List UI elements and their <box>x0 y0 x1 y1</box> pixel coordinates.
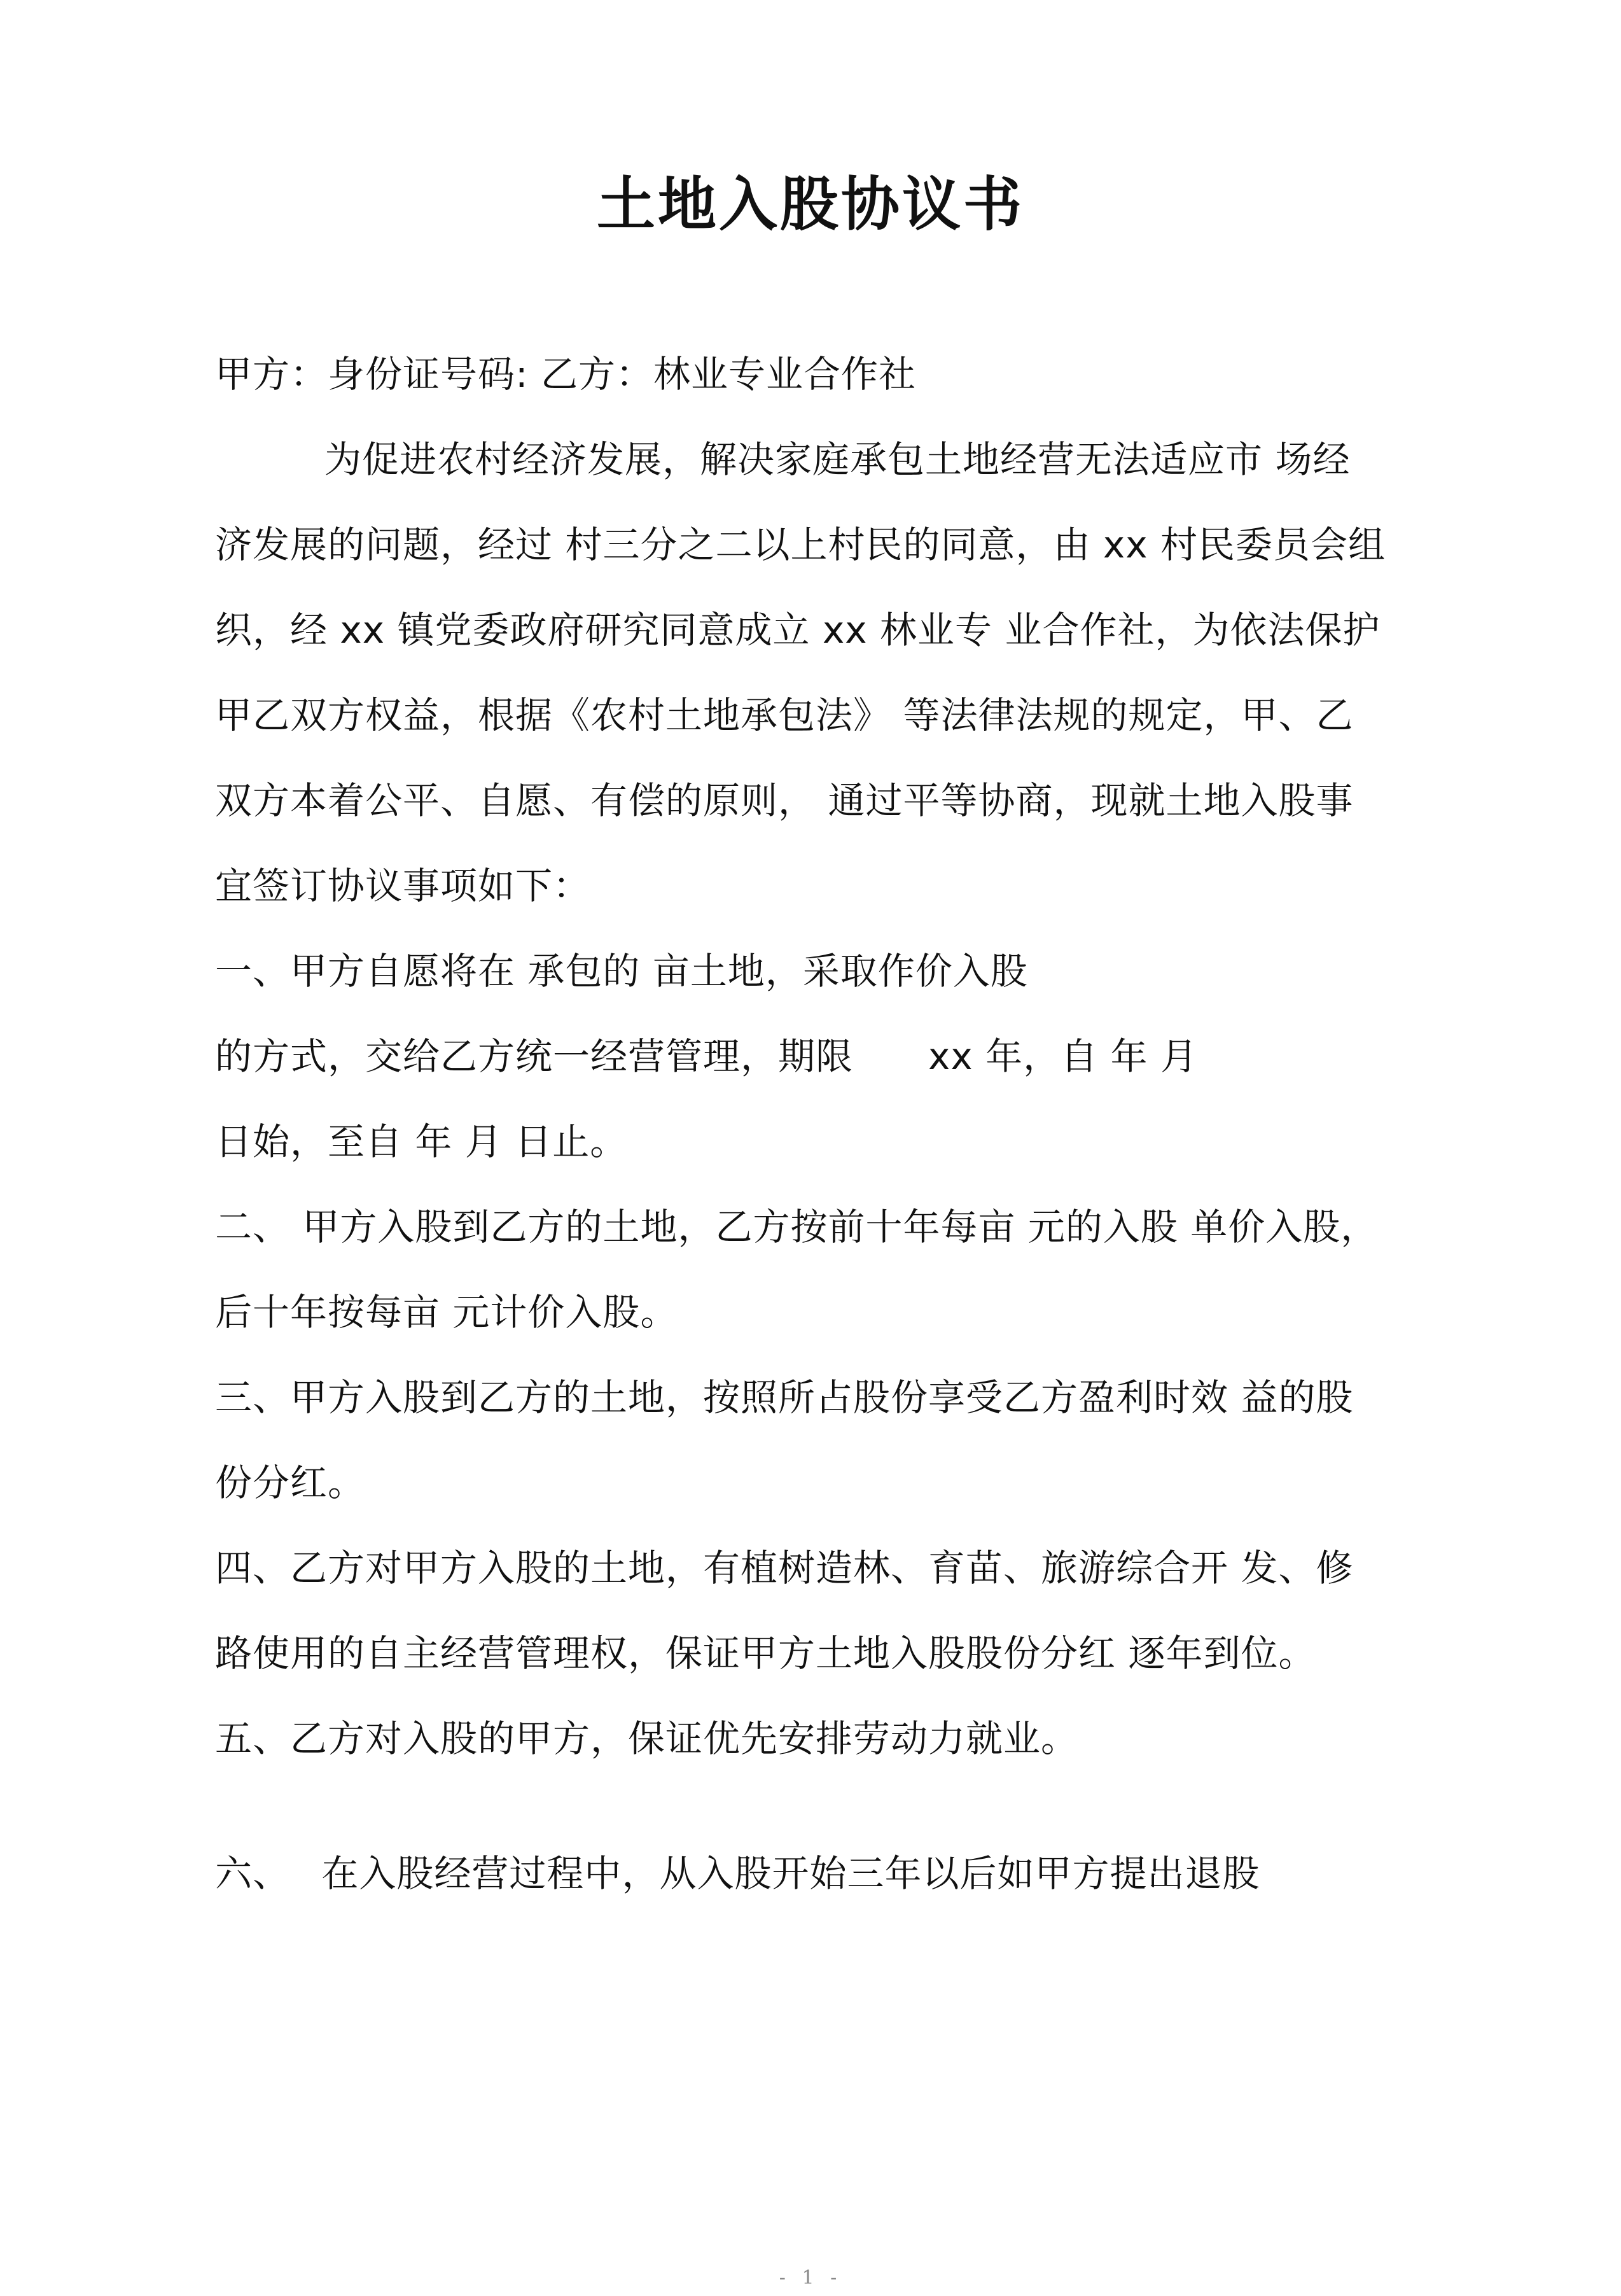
clause-line: 四、乙方对甲方入股的土地，有植树造林、育苗、旅游综合开 发、修 <box>215 1546 1354 1590</box>
preamble-line: 织，经 xx 镇党委政府研究同意成立 xx 林业专 业合作社，为依法保护 <box>215 608 1381 652</box>
preamble-line: 宜签订协议事项如下： <box>215 864 591 907</box>
clause-line: 日始，至自 年 月 日止。 <box>215 1120 628 1163</box>
preamble-line: 甲乙双方权益，根据《农村土地承包法》 等法律法规的规定，甲、乙 <box>215 694 1354 737</box>
clause-line: 份分红。 <box>215 1461 366 1504</box>
document-title: 土地入股协议书 <box>596 171 1024 239</box>
preamble-line: 双方本着公平、自愿、有偿的原则， 通过平等协商，现就土地入股事 <box>215 779 1354 822</box>
clause-line: 六、 在入股经营过程中，从入股开始三年以后如甲方提出退股 <box>215 1852 1260 1895</box>
clause-line: 后十年按每亩 元计价入股。 <box>215 1291 678 1334</box>
preamble-line: 为促进农村经济发展，解决家庭承包土地经营无法适应市 场经 <box>324 438 1351 481</box>
clause-line: 的方式，交给乙方统一经营管理，期限 xx 年，自 年 月 <box>215 1035 1198 1078</box>
preamble-line: 济发展的问题，经过 村三分之二以上村民的同意，由 xx 村民委员会组 <box>215 523 1386 566</box>
parties-line: 甲方：身份证号码: 乙方：林业专业合作社 <box>215 353 916 396</box>
page-number: - 1 - <box>779 2267 842 2289</box>
clause-line: 路使用的自主经营管理权，保证甲方土地入股股份分红 逐年到位。 <box>215 1632 1316 1675</box>
clause-line: 二、 甲方入股到乙方的土地，乙方按前十年每亩 元的入股 单价入股， <box>215 1205 1379 1249</box>
clause-line: 五、乙方对入股的甲方，保证优先安排劳动力就业。 <box>215 1717 1079 1760</box>
clause-line: 三、甲方入股到乙方的土地，按照所占股份享受乙方盈利时效 益的股 <box>215 1376 1354 1419</box>
clause-line: 一、甲方自愿将在 承包的 亩土地，采取作价入股 <box>215 949 1028 993</box>
